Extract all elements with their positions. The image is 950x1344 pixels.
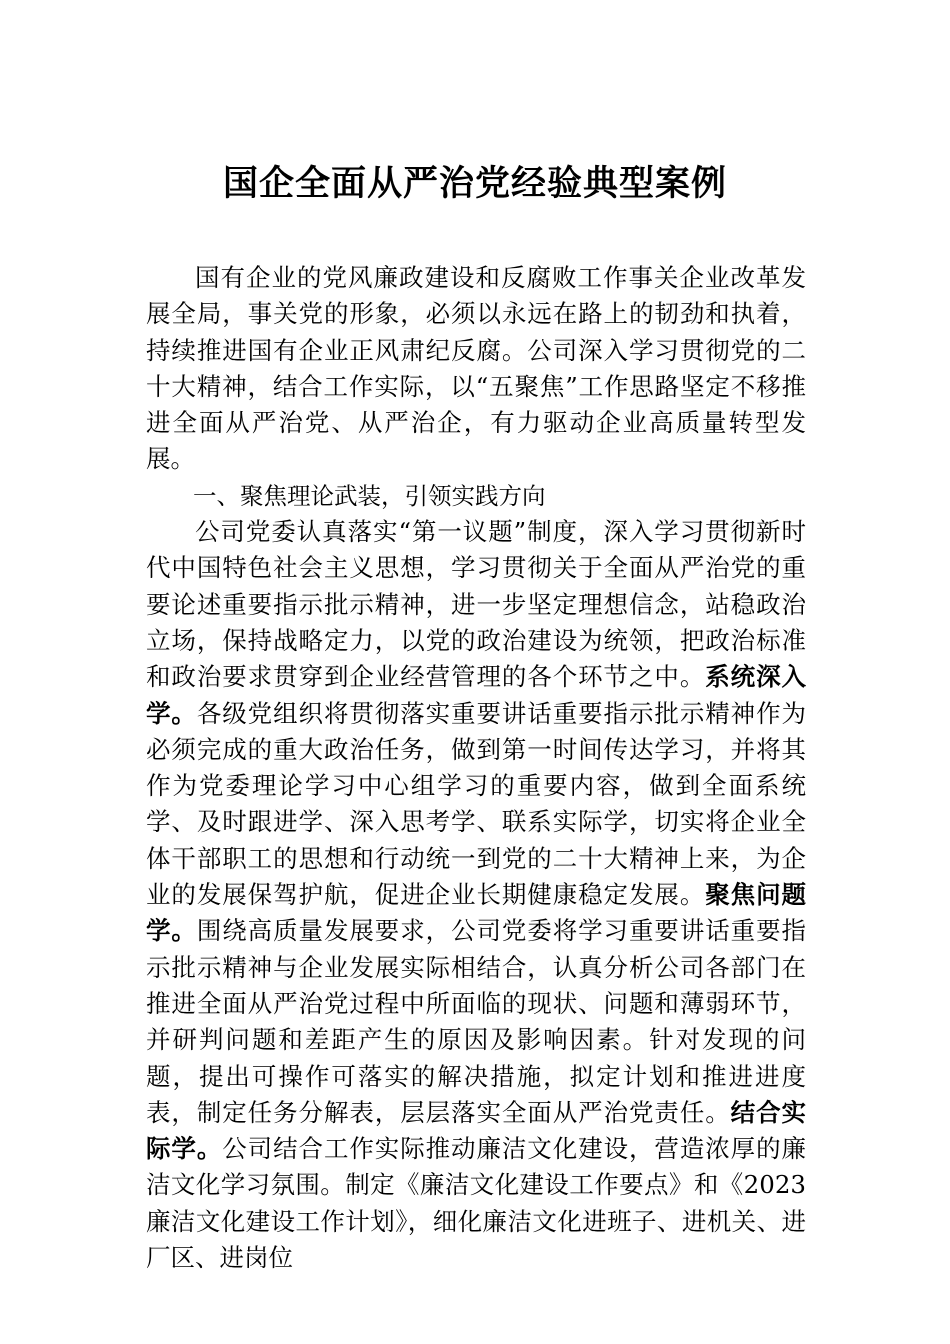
section-paragraph <box>146 514 806 1276</box>
paragraph-text: 围绕高质量发展要求，公司党委将学习重要讲话重要指示批示精神与企业发展实际相结合，认真分析公司各部门在推进全面从严治党过程中所面临的现状、问题和薄弱环节，并研判问题和差距产生的原因及影响因素。针对发现的问题，提出可操作可落实的解决措施，拟定计划和推进进度表，制定任务分解表，层层落实全面从严治党责任。 <box>146 916 807 1127</box>
intro-paragraph: 国有企业的党风廉政建设和反腐败工作事关企业改革发展全局，事关党的形象，必须以永远在路上的韧劲和执着，持续推进国有企业正风肃纪反腐。公司深入学习贯彻党的二十大精神，结合工作实际，以“五聚焦”工作思路坚定不移推进全面从严治党、从严治企，有力驱动企业高质量转型发展。 <box>146 263 806 474</box>
document-body <box>146 260 806 1276</box>
keyword-systematic-study: 系统深入学。 <box>146 662 807 728</box>
paragraph-text: 公司党委认真落实“第一议题”制度，深入学习贯彻新时代中国特色社会主义思想，学习贯彻关于全面从严治党的重要论述重要指示批示精神，进一步坚定理想信念，站稳政治立场，保持战略定力，以党的政治建设为统领，把政治标准和政治要求贯穿到企业经营管理的各个环节之中。 <box>146 517 806 692</box>
paragraph-text: 各级党组织将贯彻落实重要讲话重要指示批示精神作为必须完成的重大政治任务，做到第一时间传达学习，并将其作为党委理论学习中心组学习的重要内容，做到全面系统学、及时跟进学、深入思考学、联系实际学，切实将企业全体干部职工的思想和行动统一到党的二十大精神上来，为企业的发展保驾护航，促进企业长期健康稳定发展。 <box>146 698 807 910</box>
keyword-practical-study: 结合实际学。 <box>146 1097 807 1164</box>
paragraph-text: 公司结合工作实际推动廉洁文化建设，营造浓厚的廉洁文化学习氛围。制定《廉洁文化建设工作要点》和《2023 廉洁文化建设工作计划》，细化廉洁文化进班子、进机关、进厂区、进岗位 <box>146 1134 807 1273</box>
document-title: 国企全面从严治党经验典型案例 <box>222 163 727 204</box>
keyword-problem-study: 聚焦问题学。 <box>146 880 807 946</box>
section-heading: 一、聚焦理论武装，引领实践方向 <box>193 481 546 510</box>
